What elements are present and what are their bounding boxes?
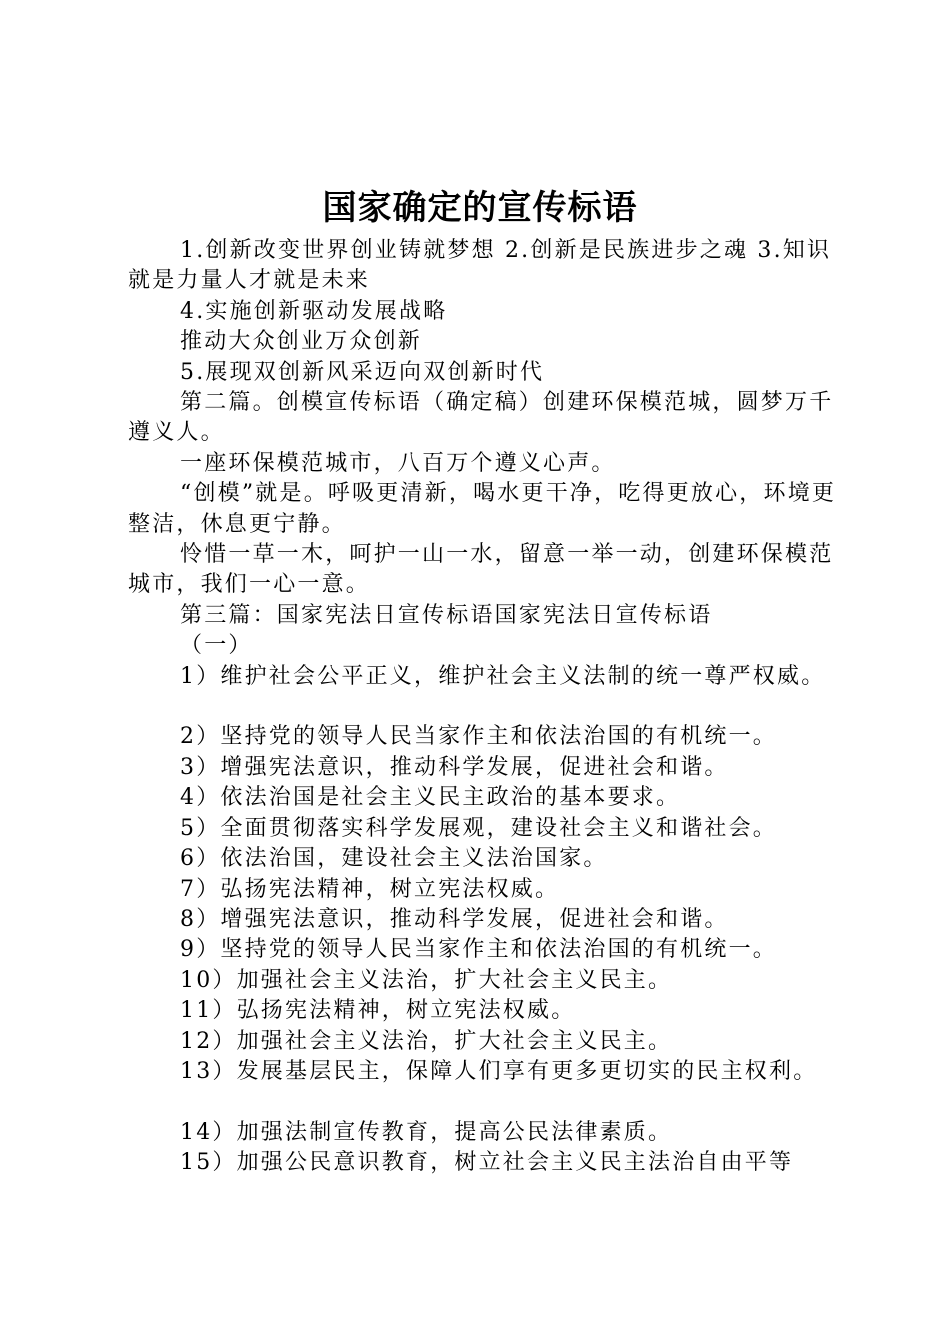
paragraph: 1.创新改变世界创业铸就梦想 2.创新是民族进步之魂 3.知识就是力量人才就是未来 xyxy=(128,238,832,294)
paragraph: 第二篇。创模宣传标语（确定稿）创建环保模范城，圆梦万千遵义人。 xyxy=(128,390,834,446)
list-item: 7）弘扬宪法精神，树立宪法权威。 xyxy=(180,876,560,902)
list-item: 14）加强法制宣传教育，提高公民法律素质。 xyxy=(180,1119,673,1145)
paragraph: 5.展现双创新风采迈向双创新时代 xyxy=(180,359,545,385)
list-item: 8）增强宪法意识，推动科学发展，促进社会和谐。 xyxy=(180,906,729,932)
list-item: 1）维护社会公平正义，维护社会主义法制的统一尊严权威。 xyxy=(180,663,826,689)
list-item: 15）加强公民意识教育，树立社会主义民主法治自由平等 xyxy=(180,1150,794,1176)
paragraph: 一座环保模范城市，八百万个遵义心声。 xyxy=(180,450,616,476)
blank-line xyxy=(128,692,848,722)
list-item: 4）依法治国是社会主义民主政治的基本要求。 xyxy=(180,785,681,811)
list-item: 5）全面贯彻落实科学发展观，建设社会主义和谐社会。 xyxy=(180,815,777,841)
list-item: 9）坚持党的领导人民当家作主和依法治国的有机统一。 xyxy=(180,937,777,963)
list-item: 3）增强宪法意识，推动科学发展，促进社会和谐。 xyxy=(180,754,729,780)
paragraph: （一） xyxy=(180,633,253,659)
paragraph: 4.实施创新驱动发展战略 xyxy=(180,298,448,324)
list-item: 12）加强社会主义法治，扩大社会主义民主。 xyxy=(180,1028,673,1054)
paragraph: 推动大众创业万众创新 xyxy=(180,329,423,355)
paragraph: 第三篇：国家宪法日宣传标语国家宪法日宣传标语 xyxy=(180,602,713,628)
paragraph: “创模”就是。呼吸更清新，喝水更干净，吃得更放心，环境更整洁，休息更宁静。 xyxy=(128,481,837,537)
document-title: 国家确定的宣传标语 xyxy=(322,188,638,228)
blank-line xyxy=(128,1087,848,1117)
document-body xyxy=(128,236,848,1179)
list-item: 10）加强社会主义法治，扩大社会主义民主。 xyxy=(180,967,673,993)
paragraph: 怜惜一草一木，呵护一山一水，留意一举一动，创建环保模范城市，我们一心一意。 xyxy=(128,542,834,598)
list-item: 6）依法治国，建设社会主义法治国家。 xyxy=(180,846,608,872)
list-item: 2）坚持党的领导人民当家作主和依法治国的有机统一。 xyxy=(180,724,777,750)
list-item: 13）发展基层民主，保障人们享有更多更切实的民主权利。 xyxy=(180,1058,818,1084)
list-item: 11）弘扬宪法精神，树立宪法权威。 xyxy=(180,998,576,1024)
